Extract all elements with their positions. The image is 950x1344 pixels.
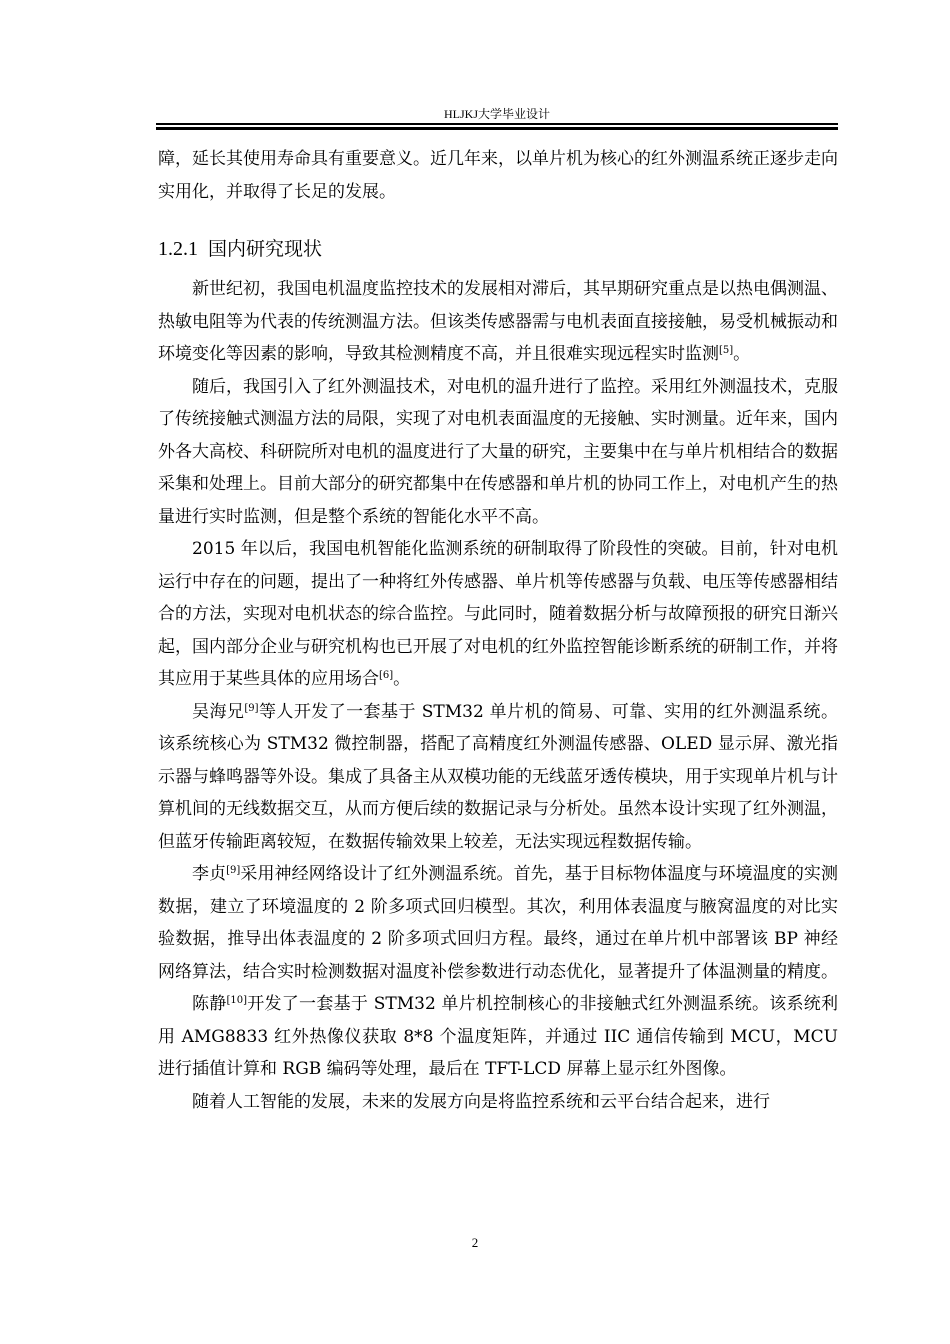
- paragraph-1: [158, 273, 838, 371]
- author-name: 吴海兄: [192, 701, 245, 722]
- paragraph-4: [158, 696, 838, 859]
- citation: [6]: [379, 670, 394, 681]
- section-title: 国内研究现状: [208, 238, 323, 260]
- section-heading: [158, 233, 838, 265]
- paragraph-2: 随后，我国引入了红外测温技术，对电机的温升进行了监控。采用红外测温技术，克服了传统接触式测温方法的局限，实现了对电机表面温度的无接触、实时测量。近年来，国内外各大高校、科研院所对电机的温度进行了大量的研究，主要集中在与单片机相结合的数据采集和处理上。目前大部分的研究都集中在传感器和单片机的协同工作上，对电机产生的热量进行实时监测，但是整个系统的智能化水平不高。: [158, 376, 838, 527]
- paragraph-6: [158, 988, 838, 1086]
- author-name: 李贞: [192, 864, 227, 884]
- paragraph-text: 2015 年以后，我国电机智能化监测系统的研制取得了阶段性的突破。目前，针对电机运行中存在的问题，提出了一种将红外传感器、单片机等传感器与负载、电压等传感器相结合的方法，实现对电机状态的综合监控。与此同时，随着数据分析与故障预报的研究日渐兴起，国内部分企业与研究机构也已开展了对电机的红外监控智能诊断系统的研制工作，并将其应用于某些具体的应用场合: [158, 539, 838, 689]
- page-body: [158, 143, 838, 1118]
- header-rule-thick: [156, 127, 838, 130]
- paragraph-text: 采用神经网络设计了红外测温系统。首先，基于目标物体温度与环境温度的实测数据，建立了环境温度的 2 阶多项式回归模型。其次，利用体表温度与腋窝温度的对比实验数据，推导出体表温度的 2 阶多项式回归方程。最终，通过在单片机中部署该 BP 神经网络算法，结合实时检测数据对温度补偿参数进行动态优化，显著提升了体温测量的精度。: [158, 864, 839, 982]
- paragraph-end: 。: [393, 669, 411, 689]
- citation: [10]: [226, 995, 248, 1006]
- citation: [5]: [719, 345, 734, 356]
- running-header: HLJKJ大学毕业设计: [443, 107, 550, 121]
- paragraph-text: 新世纪初，我国电机温度监控技术的发展相对滞后，其早期研究重点是以热电偶测温、热敏电阻等为代表的传统测温方法。但该类传感器需与电机表面直接接触，易受机械振动和环境变化等因素的影响，导致其检测精度不高，并且很难实现远程实时监测: [158, 279, 838, 364]
- author-name: 陈静: [192, 994, 227, 1014]
- citation: [9]: [226, 865, 241, 876]
- paragraph-end: 。: [733, 344, 751, 364]
- section-number: 1.2.1: [158, 238, 198, 260]
- header-rule-thin: [156, 123, 838, 125]
- paragraph-text: 开发了一套基于 STM32 单片机控制核心的非接触式红外测温系统。该系统利用 AMG8833 红外热像仪获取 8*8 个温度矩阵，并通过 IIC 通信传输到 MCU，MCU 进行插值计算和 RGB 编码等处理，最后在 TFT-LCD 屏幕上显示红外图像。: [158, 994, 838, 1079]
- page-number: 2: [471, 1235, 479, 1250]
- paragraph-5: [158, 858, 838, 988]
- paragraph-continued: 障，延长其使用寿命具有重要意义。近几年来，以单片机为核心的红外测温系统正逐步走向实用化，并取得了长足的发展。: [158, 149, 838, 202]
- paragraph-text: 等人开发了一套基于 STM32 单片机的简易、可靠、实用的红外测温系统。该系统核心为 STM32 微控制器，搭配了高精度红外测温传感器、OLED 显示屏、激光指示器与蜂鸣器等外设。集成了具备主从双模功能的无线蓝牙透传模块，用于实现单片机与计算机间的无线数据交互，从而方便后续的数据记录与分析处。虽然本设计实现了红外测温，但蓝牙传输距离较短，在数据传输效果上较差，无法实现远程数据传输。: [158, 701, 838, 852]
- paragraph-3: [158, 533, 838, 696]
- citation: [9]: [244, 702, 259, 714]
- paragraph-7: 随着人工智能的发展，未来的发展方向是将监控系统和云平台结合起来，进行: [192, 1091, 770, 1112]
